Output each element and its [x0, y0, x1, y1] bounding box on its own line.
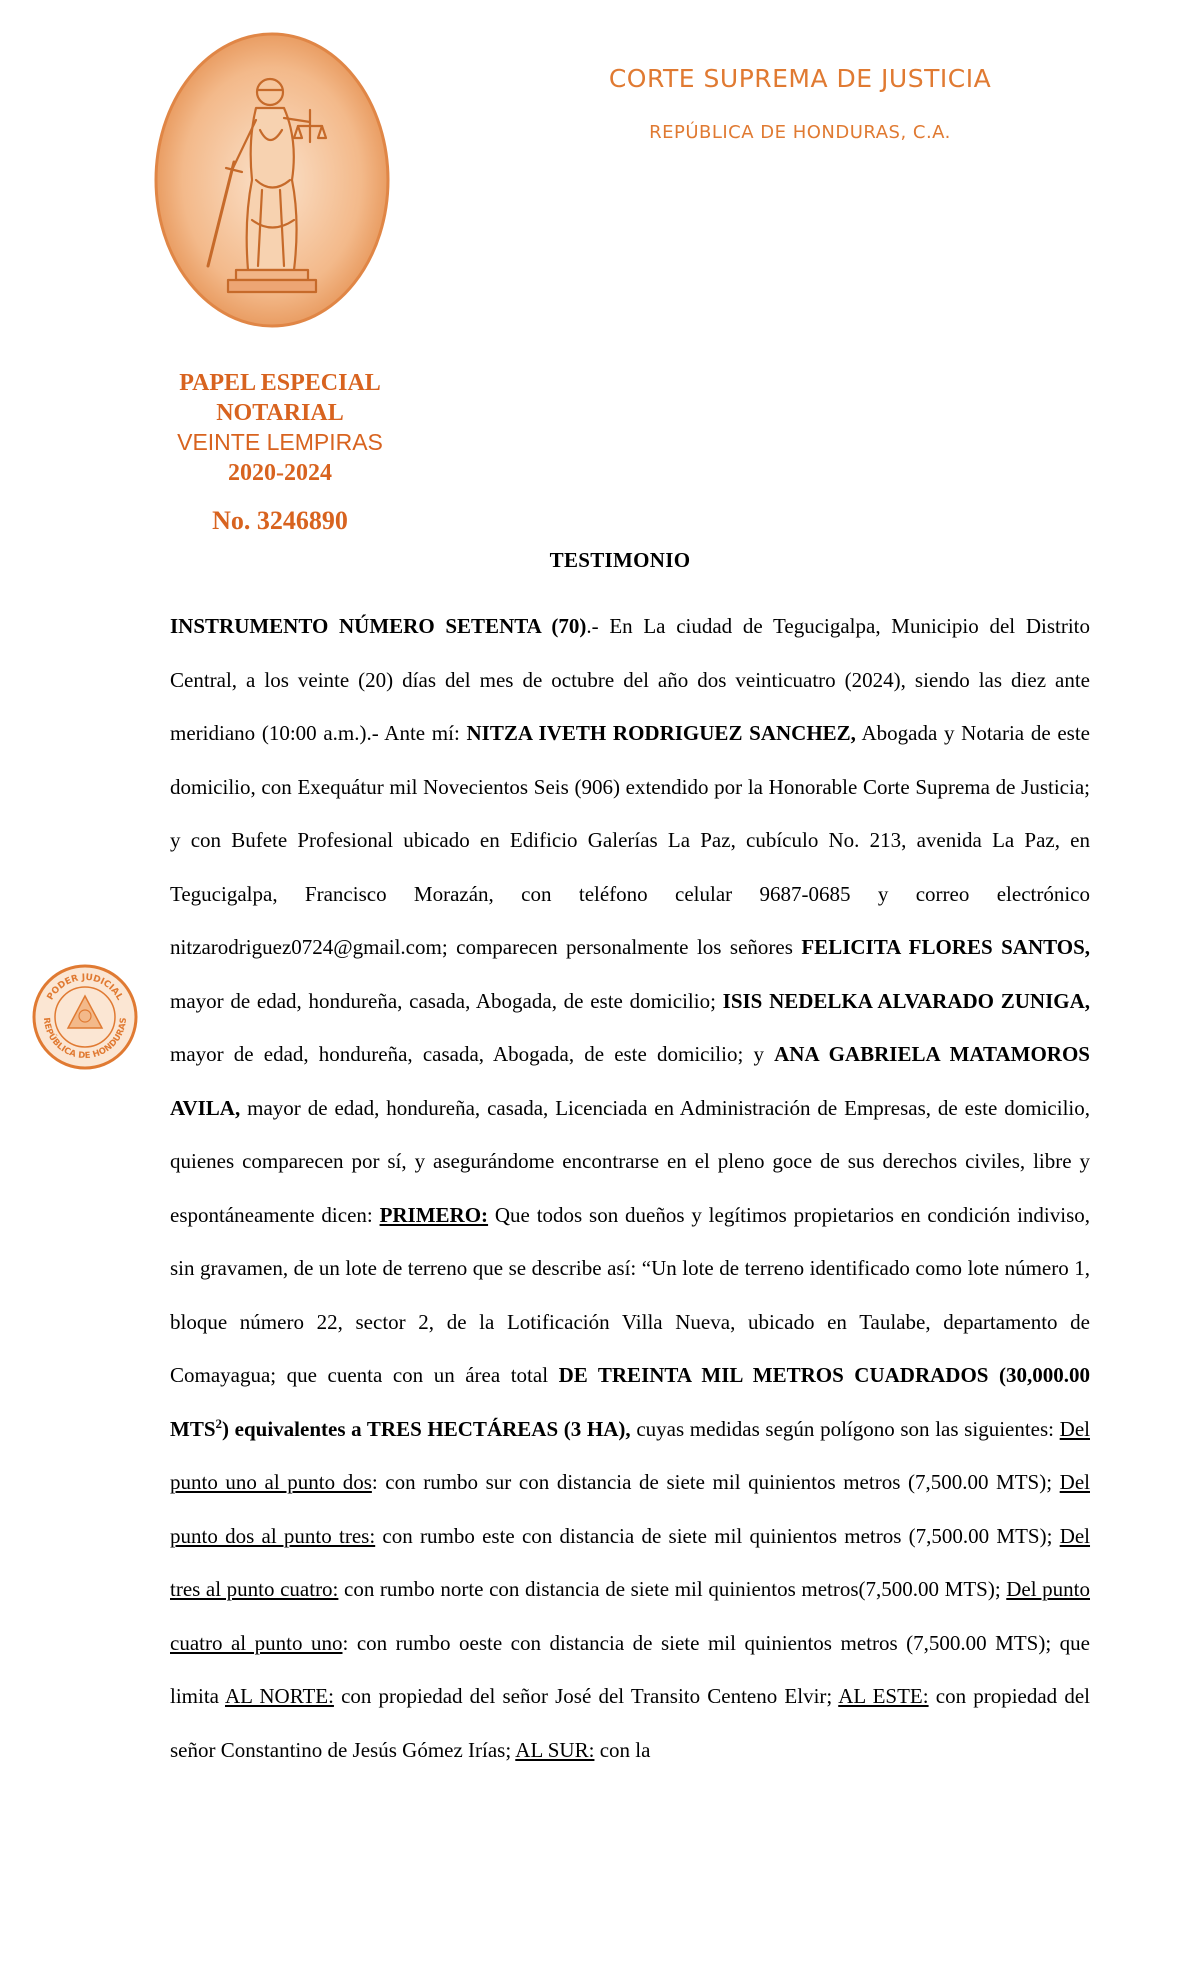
text-segment: 2 [215, 1415, 223, 1431]
svg-text:PODER JUDICIAL: PODER JUDICIAL [45, 972, 125, 1003]
republic-name: REPÚBLICA DE HONDURAS, C.A. [649, 122, 951, 143]
svg-text:REPÚBLICA DE HONDURAS: REPÚBLICA DE HONDURAS [40, 1017, 130, 1062]
text-segment: Del tres al punto cuatro: [170, 1523, 1091, 1601]
lady-justice-emblem-icon [152, 30, 392, 330]
text-segment: ) equivalentes a TRES HECTÁREAS (3 HA), [222, 1416, 631, 1441]
text-segment: AL ESTE: [838, 1684, 929, 1708]
text-segment: mayor de edad, hondureña, casada, Abogada, de este domicilio; [170, 988, 723, 1013]
text-segment: con rumbo norte con distancia de siete mil quinientos metros(7,500.00 MTS); [338, 1577, 1007, 1601]
text-segment: : con rumbo oeste con distancia de siete mil quinientos metros (7,500.00 MTS); que limita [170, 1630, 1090, 1708]
paper-value: VEINTE LEMPIRAS [177, 429, 383, 455]
text-segment: FELICITA FLORES SANTOS, [801, 935, 1091, 959]
text-segment: con propiedad del señor José del Transito Centeno Elvir; [333, 1684, 839, 1708]
text-segment: Abogada y Notaria de este domicilio, con Exequátur mil Novecientos Seis (906) extendido por la Honorable Corte Suprema de Justicia; y con Bufete Profesional ubicado en Edificio Galerías La Paz, cubículo No. 213, avenida La Paz, en Tegucigalpa, Francisco Morazán, con teléfono celular 9687-0685 y correo electrónico nitzarodriguez0724@gmail.com; comparecen personalmente los señores [170, 721, 1090, 959]
text-segment: con la [594, 1737, 651, 1762]
document-body [170, 600, 1090, 1777]
paper-number: No. 3246890 [212, 506, 348, 535]
text-segment: .- En La ciudad de Tegucigalpa, Municipio del Distrito Central, a los veinte (20) días del mes de octubre del año dos veinticuatro (2024), siendo las diez ante meridiano (10:00 a.m.).- Ante mí: [170, 614, 1090, 745]
text-segment: INSTRUMENTO NÚMERO SETENTA (70) [170, 614, 587, 638]
text-segment: ISIS NEDELKA ALVARADO ZUNIGA, [722, 988, 1090, 1013]
paper-type [120, 368, 440, 428]
court-name: CORTE SUPREMA DE JUSTICIA [608, 64, 992, 93]
text-segment: mayor de edad, hondureña, casada, Abogada, de este domicilio; y [170, 1042, 775, 1066]
text-segment: ANA GABRIELA MATAMOROS AVILA, [170, 1042, 1090, 1120]
text-segment: cuyas medidas según polígono son las siguientes: [630, 1416, 1060, 1441]
text-segment: Del punto cuatro al punto uno [170, 1577, 1090, 1655]
judicial-seal-icon [30, 962, 140, 1072]
text-segment: Del punto dos al punto tres: [170, 1470, 1090, 1548]
paper-line-1: PAPEL ESPECIAL [179, 370, 381, 396]
text-segment: mayor de edad, hondureña, casada, Licenciada en Administración de Empresas, de este domicilio, quienes comparecen por sí, y asegurándome encontrarse en el pleno goce de sus derechos civiles, libre y espontáneamente dicen: [170, 1095, 1090, 1227]
text-segment: DE TREINTA MIL METROS CUADRADOS (30,000.00 MTS [170, 1363, 1090, 1441]
text-segment: : con rumbo sur con distancia de siete mil quinientos metros (7,500.00 MTS); [371, 1470, 1060, 1494]
document-title [0, 548, 1200, 573]
paper-line-2: NOTARIAL [216, 400, 344, 426]
text-segment: AL NORTE: [225, 1684, 334, 1708]
body-paragraph [170, 600, 1090, 1777]
text-segment: NITZA IVETH RODRIGUEZ SANCHEZ, [466, 721, 856, 745]
text-segment: con propiedad del señor Constantino de Jesús Gómez Irías; [170, 1684, 1090, 1762]
text-segment: PRIMERO: [379, 1202, 489, 1227]
paper-period: 2020-2024 [228, 460, 332, 486]
text-segment: con rumbo este con distancia de siete mil quinientos metros (7,500.00 MTS); [375, 1523, 1060, 1548]
document-title-text: TESTIMONIO [549, 548, 691, 572]
text-segment: AL SUR: [515, 1737, 595, 1762]
text-segment: Del punto uno al punto dos [170, 1416, 1090, 1494]
text-segment: Que todos son dueños y legítimos propietarios en condición indiviso, sin gravamen, de un lote de terreno que se describe así: “Un lote de terreno identificado como lote número 1, bloque número 22, sector 2, de la Lotificación Villa Nueva, ubicado en Taulabe, departamento de Comayagua; que cuenta con un área total [170, 1202, 1090, 1387]
